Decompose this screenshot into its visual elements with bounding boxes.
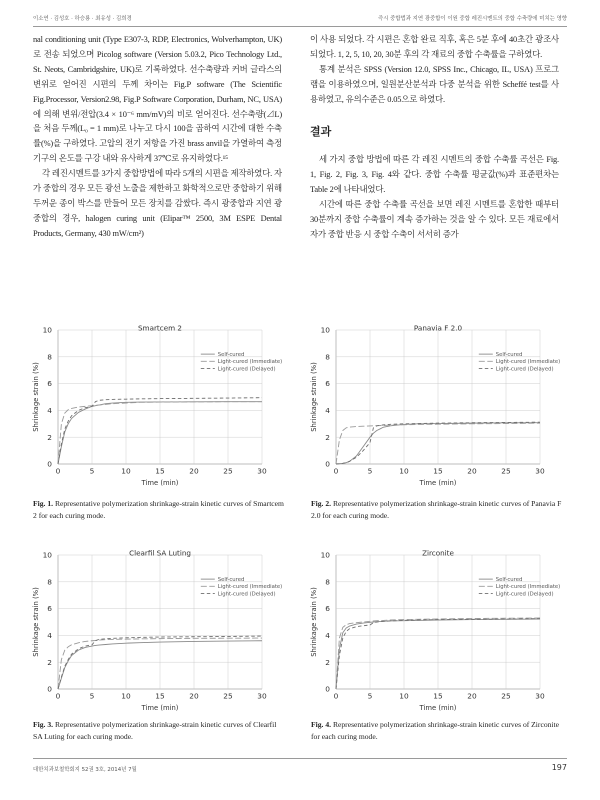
caption-label: Fig. 2. xyxy=(311,499,332,508)
chart-title: Smartcem 2 xyxy=(138,323,182,333)
legend-label: Light-cured (Immediate) xyxy=(495,584,561,591)
paragraph: nal conditioning unit (Type E307-3, RDP, Electronics, Wolverhampton, UK)로 전송 되었으며 Picolog software (Version 5.03.2, Pico Technology Ltd., St. Neots, Cambridgshire, UK)로 기록하였다. 선수축량과 커버 글라스의 변위로 얻어진 시편의 두께 차이는 Fig.P software (The Scientific Fig.Processor, Version2.98, Fig.P Software Corporation, Durham, NC, USA)에 의해 변위/전압(3.4 × 10⁻⁶ mm/mV)의 비로 얻어진다. 선수축량(⊿L)을 처음 두께(L₀ = 1 mm)로 나누고 다시 100을 곱하여 시간에 대한 수축률(%)을 구하였다. 고압의 전기 저항을 가진 brass anvil을 가열하여 측정 기구의 온도를 구강 내와 유사하게 37℃로 유지하였다.¹⁵ xyxy=(33,35,282,164)
y-tick-label: 4 xyxy=(47,631,52,640)
y-tick-label: 0 xyxy=(325,459,330,469)
page-number: 197 xyxy=(551,763,567,772)
x-tick-label: 30 xyxy=(257,691,267,701)
legend-label: Light-cured (Delayed) xyxy=(495,366,554,373)
y-tick-label: 10 xyxy=(42,325,52,335)
y-tick-label: 6 xyxy=(47,604,52,614)
x-axis-label: Time (min) xyxy=(419,704,457,711)
legend-label: Light-cured (Delayed) xyxy=(217,366,276,373)
x-tick-label: 20 xyxy=(189,691,199,701)
x-tick-label: 0 xyxy=(333,691,339,701)
figure-3-chart xyxy=(30,541,292,711)
chart-title: Clearfil SA Luting xyxy=(129,548,191,558)
journal-footer: 대한치과보철학회지 52권 3호, 2014년 7월 xyxy=(33,767,137,773)
x-axis-label: Time (min) xyxy=(419,479,457,486)
x-tick-label: 5 xyxy=(89,466,95,476)
y-tick-label: 6 xyxy=(325,379,330,389)
y-tick-label: 8 xyxy=(325,577,330,587)
y-tick-label: 10 xyxy=(320,550,330,560)
x-tick-label: 20 xyxy=(467,691,477,701)
legend-label: Light-cured (Immediate) xyxy=(495,359,561,366)
x-tick-label: 5 xyxy=(367,691,373,701)
caption-text: Representative polymerization shrinkage-strain kinetic curves of Clearfil SA Luting for each curing mode. xyxy=(33,720,277,741)
paragraph: 각 레진시멘트를 3가지 중합방법에 따라 5개의 시편을 제작하였다. 자가 중합의 경우 모든 광선 노출을 제한하고 화학적으로만 중합하기 위해 두꺼운 종이 박스를 만들어 모든 장치를 감쌌다. 즉시 광중합과 지연 광중합의 경우, halogen curing unit (Elipar™ 2500, 3M ESPE Dental Products, Germany, 430 mW/cm²) xyxy=(33,169,282,238)
x-tick-label: 15 xyxy=(155,691,165,701)
x-tick-label: 15 xyxy=(433,691,443,701)
x-tick-label: 0 xyxy=(55,466,61,476)
y-tick-label: 10 xyxy=(320,325,330,335)
y-tick-label: 0 xyxy=(47,459,52,469)
legend-label: Light-cured (Delayed) xyxy=(217,591,276,598)
y-tick-label: 2 xyxy=(325,657,330,667)
footer-rule xyxy=(33,758,567,759)
legend-label: Light-cured (Immediate) xyxy=(217,359,283,366)
x-tick-label: 10 xyxy=(121,466,131,476)
y-tick-label: 8 xyxy=(47,577,52,587)
x-tick-label: 30 xyxy=(257,466,267,476)
y-tick-label: 2 xyxy=(47,657,52,667)
y-tick-label: 8 xyxy=(325,352,330,362)
chart-svg xyxy=(308,316,570,486)
x-tick-label: 0 xyxy=(55,691,61,701)
caption-label: Fig. 4. xyxy=(311,720,332,729)
body-column-left xyxy=(33,33,282,242)
x-tick-label: 5 xyxy=(89,691,95,701)
y-tick-label: 4 xyxy=(325,406,330,415)
chart-svg xyxy=(30,316,292,486)
x-tick-label: 5 xyxy=(367,466,373,476)
x-tick-label: 15 xyxy=(433,466,443,476)
y-tick-label: 0 xyxy=(325,684,330,694)
running-header-title: 즉시 중합법과 지연 광중합이 이원 중합 레진시멘트의 중합 수축량에 미치는 영향 xyxy=(378,16,567,22)
x-tick-label: 20 xyxy=(189,466,199,476)
y-tick-label: 6 xyxy=(325,604,330,614)
x-tick-label: 30 xyxy=(535,691,545,701)
y-axis-label: Shrinkage strain (%) xyxy=(32,362,40,432)
chart-title: Zirconite xyxy=(422,548,454,558)
body-column-right xyxy=(310,33,559,243)
y-tick-label: 4 xyxy=(325,631,330,640)
y-tick-label: 4 xyxy=(47,406,52,415)
figure-4-caption xyxy=(311,719,565,742)
paragraph: 통계 분석은 SPSS (Version 12.0, SPSS Inc., Chicago, IL, USA) 프로그램을 이용하였으며, 일원분산분석과 다중 분석을 위한 Scheffé test를 사용하였고, 유의수준은 0.05으로 하였다. xyxy=(310,64,559,104)
legend-label: Self-cured xyxy=(217,577,245,584)
chart-svg xyxy=(30,541,292,711)
chart-svg xyxy=(308,541,570,711)
legend-label: Light-cured (Immediate) xyxy=(217,584,283,591)
x-tick-label: 25 xyxy=(501,466,511,476)
figure-1-chart xyxy=(30,316,292,486)
y-tick-label: 2 xyxy=(325,432,330,442)
caption-label: Fig. 1. xyxy=(33,499,54,508)
y-axis-label: Shrinkage strain (%) xyxy=(32,587,40,657)
legend-label: Self-cured xyxy=(495,352,523,359)
paragraph: 이 사용 되었다. 각 시편은 혼합 완료 직후, 혹은 5분 후에 40초간 광조사 되었다. 1, 2, 5, 10, 20, 30분 후의 각 재료의 중합 수축률을 구하였다. xyxy=(310,35,559,59)
figure-2-caption xyxy=(311,498,565,521)
x-tick-label: 15 xyxy=(155,466,165,476)
x-tick-label: 10 xyxy=(399,466,409,476)
x-axis-label: Time (min) xyxy=(141,704,179,711)
x-tick-label: 25 xyxy=(223,691,233,701)
paragraph: 세 가지 중합 방법에 따른 각 레진 시멘트의 중합 수축률 곡선은 Fig. 1, Fig. 2, Fig. 3, Fig. 4와 같다. 중합 수축률 평균값(%)과 표준편차는 Table 2에 나타내었다. xyxy=(310,155,559,195)
x-tick-label: 10 xyxy=(121,691,131,701)
caption-label: Fig. 3. xyxy=(33,720,54,729)
caption-text: Representative polymerization shrinkage-strain kinetic curves of Zirconite for each curing mode. xyxy=(311,720,559,741)
y-tick-label: 10 xyxy=(42,550,52,560)
x-tick-label: 20 xyxy=(467,466,477,476)
header-rule xyxy=(33,26,567,27)
figure-1-caption xyxy=(33,498,287,521)
legend-label: Self-cured xyxy=(495,577,523,584)
caption-text: Representative polymerization shrinkage-strain kinetic curves of Smartcem 2 for each curing mode. xyxy=(33,499,284,520)
x-tick-label: 25 xyxy=(223,466,233,476)
x-axis-label: Time (min) xyxy=(141,479,179,486)
legend-label: Light-cured (Delayed) xyxy=(495,591,554,598)
y-tick-label: 6 xyxy=(47,379,52,389)
x-tick-label: 0 xyxy=(333,466,339,476)
running-header-authors: 이소연 · 김성호 · 하승룡 · 최유성 · 김희경 xyxy=(33,16,132,22)
x-tick-label: 30 xyxy=(535,466,545,476)
caption-text: Representative polymerization shrinkage-strain kinetic curves of Panavia F 2.0 for each curing mode. xyxy=(311,499,562,520)
y-axis-label: Shrinkage strain (%) xyxy=(310,587,318,657)
chart-title: Panavia F 2.0 xyxy=(413,323,463,333)
y-tick-label: 8 xyxy=(47,352,52,362)
y-tick-label: 0 xyxy=(47,684,52,694)
x-tick-label: 10 xyxy=(399,691,409,701)
figure-3-caption xyxy=(33,719,287,742)
legend-label: Self-cured xyxy=(217,352,245,359)
figure-4-chart xyxy=(308,541,570,711)
y-tick-label: 2 xyxy=(47,432,52,442)
y-axis-label: Shrinkage strain (%) xyxy=(310,362,318,432)
x-tick-label: 25 xyxy=(501,691,511,701)
figure-2-chart xyxy=(308,316,570,486)
paragraph: 시간에 따른 중합 수축률 곡선을 보면 레진 시멘트를 혼합한 때부터 30분까지 중합 수축률이 계속 증가하는 것을 알 수 있다. 모든 재료에서 자가 중합 반응 시 중합 수축이 서서히 증가 xyxy=(310,200,559,239)
section-heading: 결과 xyxy=(310,124,332,138)
